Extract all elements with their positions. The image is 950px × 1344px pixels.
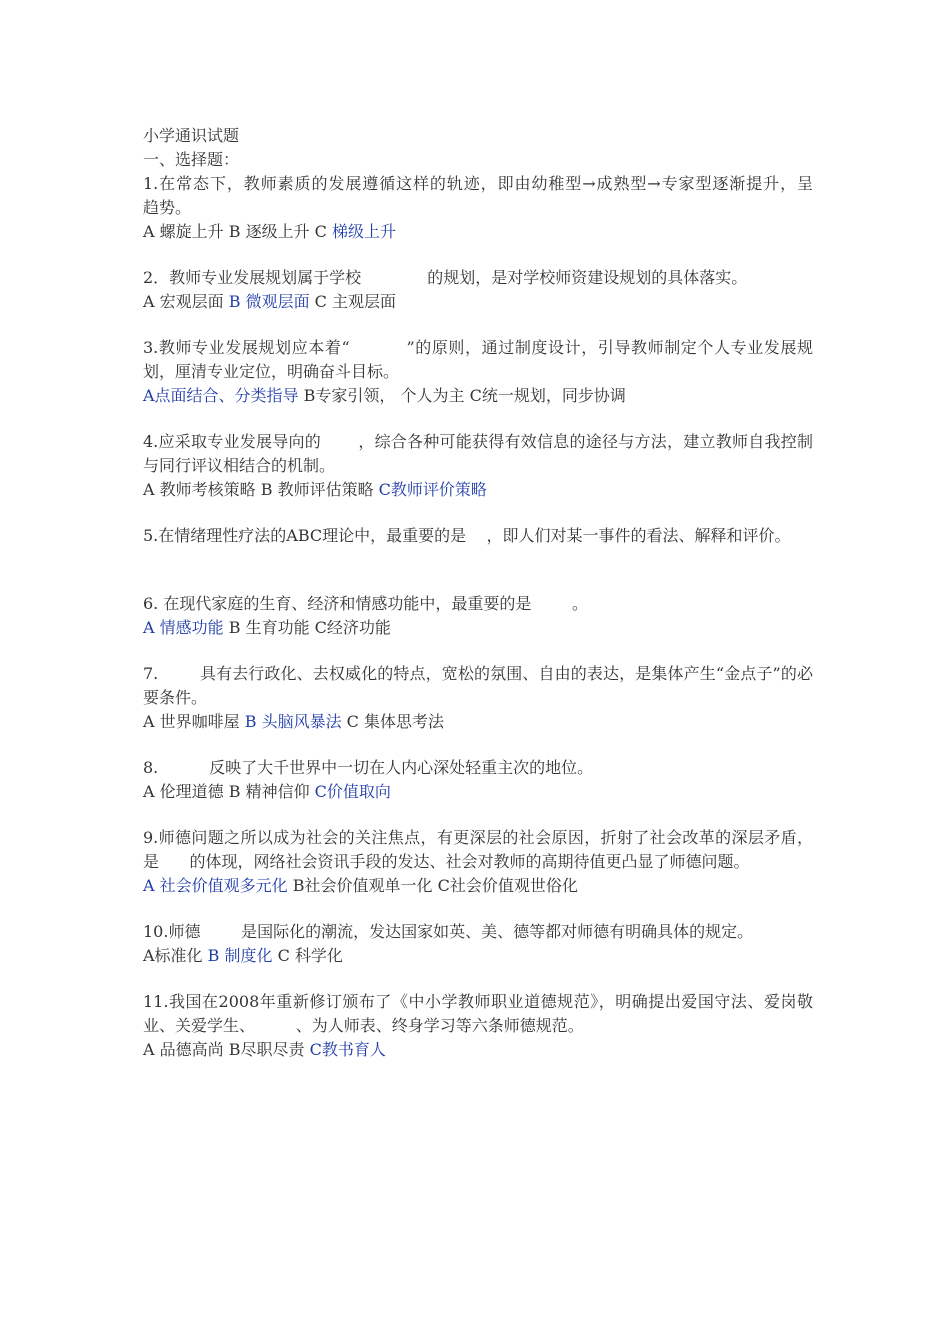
question-4 <box>143 430 813 502</box>
question-options <box>143 616 813 640</box>
question-stem: 6. 在现代家庭的生育、经济和情感功能中，最重要的是 。 <box>143 594 589 613</box>
options-text: C 主观层面 <box>309 292 397 311</box>
options-text: C 科学化 <box>272 946 343 965</box>
document-title: 小学通识试题 <box>143 126 240 145</box>
question-1 <box>143 172 854 244</box>
question-11 <box>143 990 813 1062</box>
question-options <box>143 1038 813 1062</box>
answer-highlight: A点面结合、分类指导 <box>143 386 299 405</box>
answer-highlight: B 制度化 <box>207 946 273 965</box>
question-stem: 9.师德问题之所以成为社会的关注焦点，有更深层的社会原因，折射了社会改革的深层矛盾，是 的体现，网络社会资讯手段的发达、社会对教师的高期待值更凸显了师德问题。 <box>143 828 813 871</box>
question-7 <box>143 662 813 734</box>
question-2 <box>143 266 813 314</box>
question-options <box>143 220 813 244</box>
answer-highlight: A 情感功能 <box>143 618 224 637</box>
options-text: A 品德高尚 B尽职尽责 <box>143 1040 310 1059</box>
question-options <box>143 290 813 314</box>
options-text: A 宏观层面 <box>143 292 229 311</box>
question-stem: 4.应采取专业发展导向的 ，综合各种可能获得有效信息的途径与方法，建立教师自我控制与同行评议相结合的机制。 <box>143 432 813 475</box>
question-stem: 11.我国在2008年重新修订颁布了《中小学教师职业道德规范》，明确提出爱国守法、爱岗敬业、关爱学生、 、为人师表、终身学习等六条师德规范。 <box>143 992 813 1035</box>
question-stem: 3.教师专业发展规划应本着“ ”的原则，通过制度设计，引导教师制定个人专业发展规划，厘清专业定位，明确奋斗目标。 <box>143 338 813 381</box>
question-9 <box>143 826 813 898</box>
question-options <box>143 874 813 898</box>
answer-highlight: C教师评价策略 <box>378 480 487 499</box>
answer-highlight: C价值取向 <box>314 782 391 801</box>
question-10 <box>143 920 813 968</box>
document-page <box>143 124 854 1062</box>
question-options <box>143 944 813 968</box>
question-6 <box>143 592 813 640</box>
question-stem: 5.在情绪理性疗法的ABC理论中，最重要的是 ，即人们对某一事件的看法、解释和评价。 <box>143 526 791 545</box>
question-options <box>143 384 813 408</box>
options-text: B专家引领， 个人为主 C统一规划，同步协调 <box>298 386 626 405</box>
question-3 <box>143 336 813 408</box>
question-options <box>143 478 813 502</box>
question-stem: 7. 具有去行政化、去权威化的特点，宽松的氛围、自由的表达，是集体产生“金点子”的必要条件。 <box>143 664 813 707</box>
options-text: C 集体思考法 <box>341 712 445 731</box>
answer-highlight: B 微观层面 <box>228 292 310 311</box>
options-text: A标准化 <box>143 946 208 965</box>
answer-highlight: 梯级上升 <box>332 222 397 241</box>
question-stem: 1.在常态下，教师素质的发展遵循这样的轨迹，即由幼稚型→成熟型→专家型逐渐提升，呈 趋势。 <box>143 174 854 217</box>
options-text: B社会价值观单一化 C社会价值观世俗化 <box>287 876 578 895</box>
options-text: A 教师考核策略 B 教师评估策略 <box>143 480 379 499</box>
options-text: A 螺旋上升 B 逐级上升 C <box>143 222 332 241</box>
question-5 <box>143 524 813 548</box>
options-text: B 生育功能 C经济功能 <box>223 618 391 637</box>
options-text: A 世界咖啡屋 <box>143 712 245 731</box>
answer-highlight: B 头脑风暴法 <box>244 712 342 731</box>
question-8 <box>143 756 813 804</box>
question-stem: 10.师德 是国际化的潮流，发达国家如英、美、德等都对师德有明确具体的规定。 <box>143 922 754 941</box>
answer-highlight: C教书育人 <box>309 1040 386 1059</box>
question-stem: 8. 反映了大千世界中一切在人内心深处轻重主次的地位。 <box>143 758 594 777</box>
answer-highlight: A 社会价值观多元化 <box>143 876 288 895</box>
options-text: A 伦理道德 B 精神信仰 <box>143 782 315 801</box>
section-heading: 一、选择题： <box>143 150 240 169</box>
question-options <box>143 780 813 804</box>
question-options <box>143 710 813 734</box>
question-stem: 2．教师专业发展规划属于学校 的规划，是对学校师资建设规划的具体落实。 <box>143 268 748 287</box>
